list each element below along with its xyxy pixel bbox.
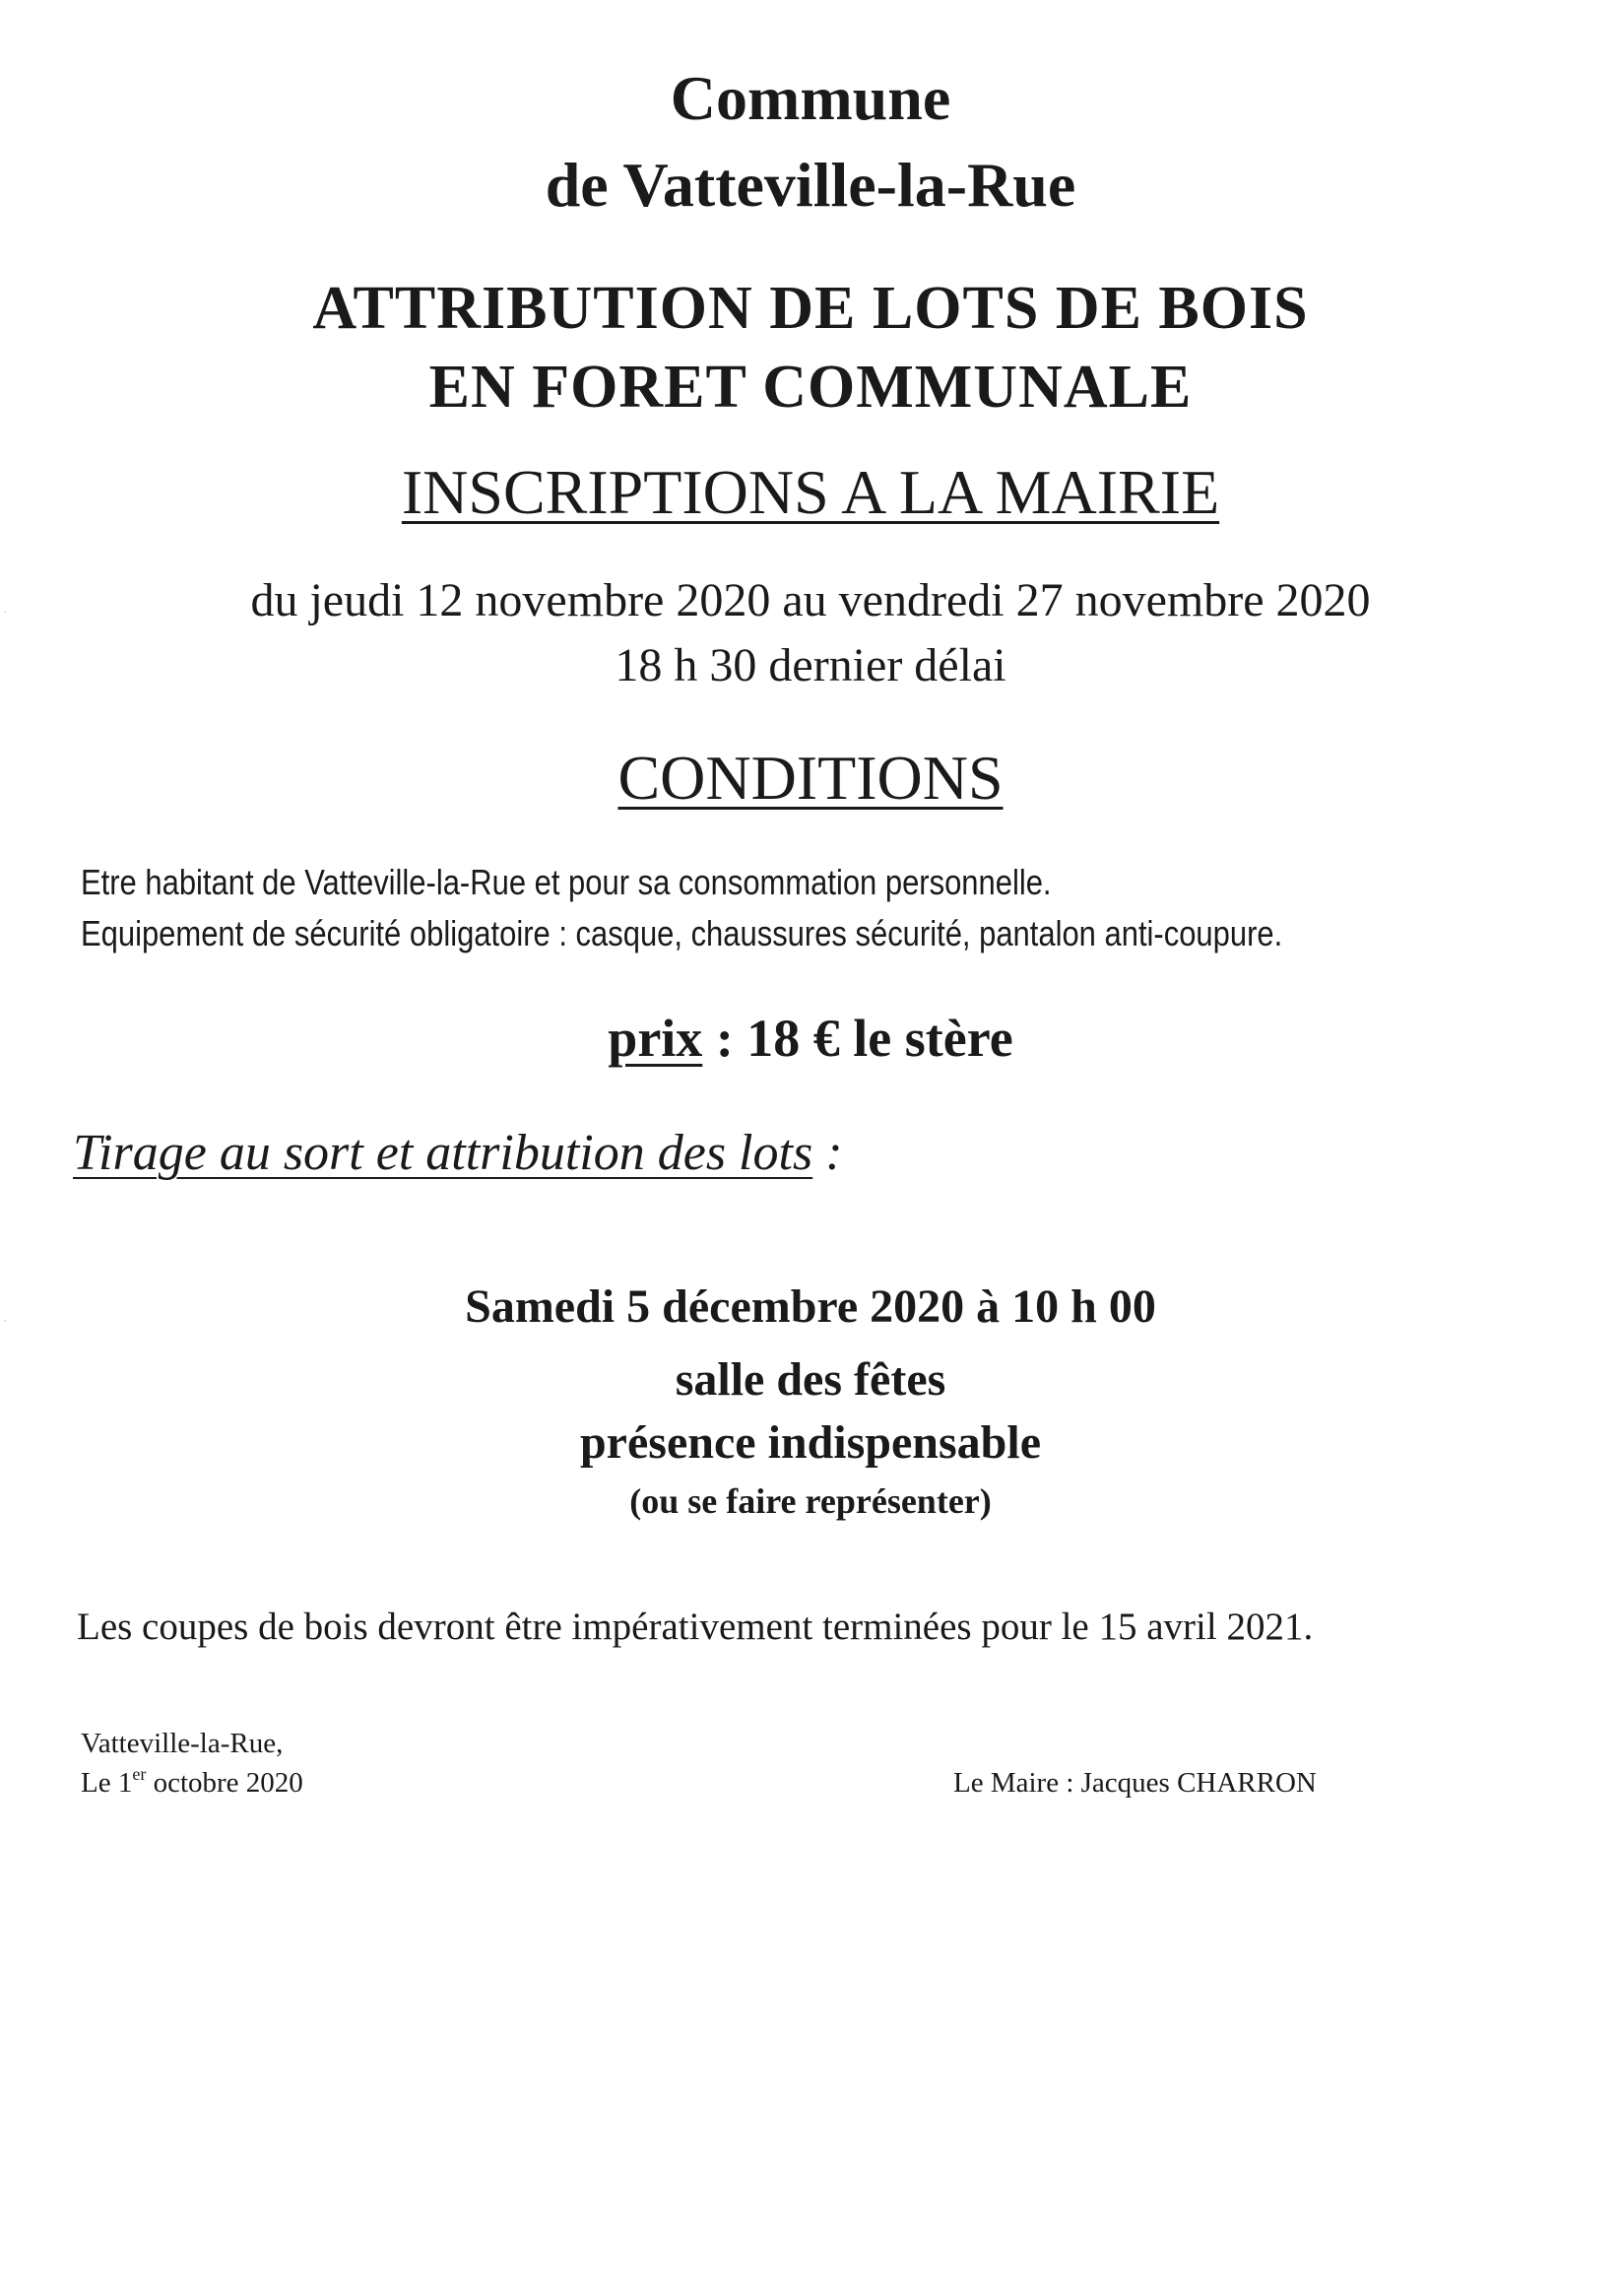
condition-safety-equipment: Equipement de sécurité obligatoire : casque, chaussures sécurité, pantalon anti-coupure. [81, 913, 1283, 953]
footer-place: Vatteville-la-Rue, [81, 1728, 284, 1759]
event-note: (ou se faire représenter) [629, 1481, 992, 1521]
draw-heading-text: Tirage au sort et attribution des lots [73, 1125, 813, 1181]
cutting-deadline-note: Les coupes de bois devront être impérativement terminées pour le 15 avril 2021. [77, 1606, 1314, 1648]
registration-deadline: 18 h 30 dernier délai [615, 639, 1006, 691]
commune-name: de Vatteville-la-Rue [545, 150, 1076, 220]
registration-heading [0, 455, 1621, 530]
scan-speck [4, 1320, 6, 1322]
conditions-heading-text: CONDITIONS [617, 743, 1004, 813]
commune-label: Commune [670, 63, 951, 133]
price-label: prix [608, 1009, 703, 1068]
registration-heading-text: INSCRIPTIONS A LA MAIRIE [401, 457, 1220, 527]
title-line-2: EN FORET COMMUNALE [428, 354, 1193, 421]
event-place: salle des fêtes [675, 1353, 946, 1406]
footer-date [81, 1765, 303, 1801]
event-presence: présence indispensable [579, 1416, 1042, 1469]
scan-speck [4, 611, 6, 613]
footer-date-suffix: octobre 2020 [146, 1767, 303, 1799]
draw-heading [73, 1123, 843, 1184]
conditions-heading [0, 741, 1621, 816]
footer-date-prefix: Le 1 [81, 1767, 133, 1799]
registration-period: du jeudi 12 novembre 2020 au vendredi 27 novembre 2020 [250, 574, 1371, 626]
footer-date-ordinal: er [132, 1764, 147, 1784]
event-date: Samedi 5 décembre 2020 à 10 h 00 [465, 1280, 1156, 1333]
price-line [0, 1007, 1621, 1070]
condition-residency: Etre habitant de Vatteville-la-Rue et pour sa consommation personnelle. [81, 862, 1052, 902]
draw-heading-suffix: : [812, 1125, 843, 1181]
title-line-1: ATTRIBUTION DE LOTS DE BOIS [312, 275, 1309, 342]
price-value: : 18 € le stère [702, 1009, 1013, 1068]
mayor-signature: Le Maire : Jacques CHARRON [953, 1767, 1317, 1799]
